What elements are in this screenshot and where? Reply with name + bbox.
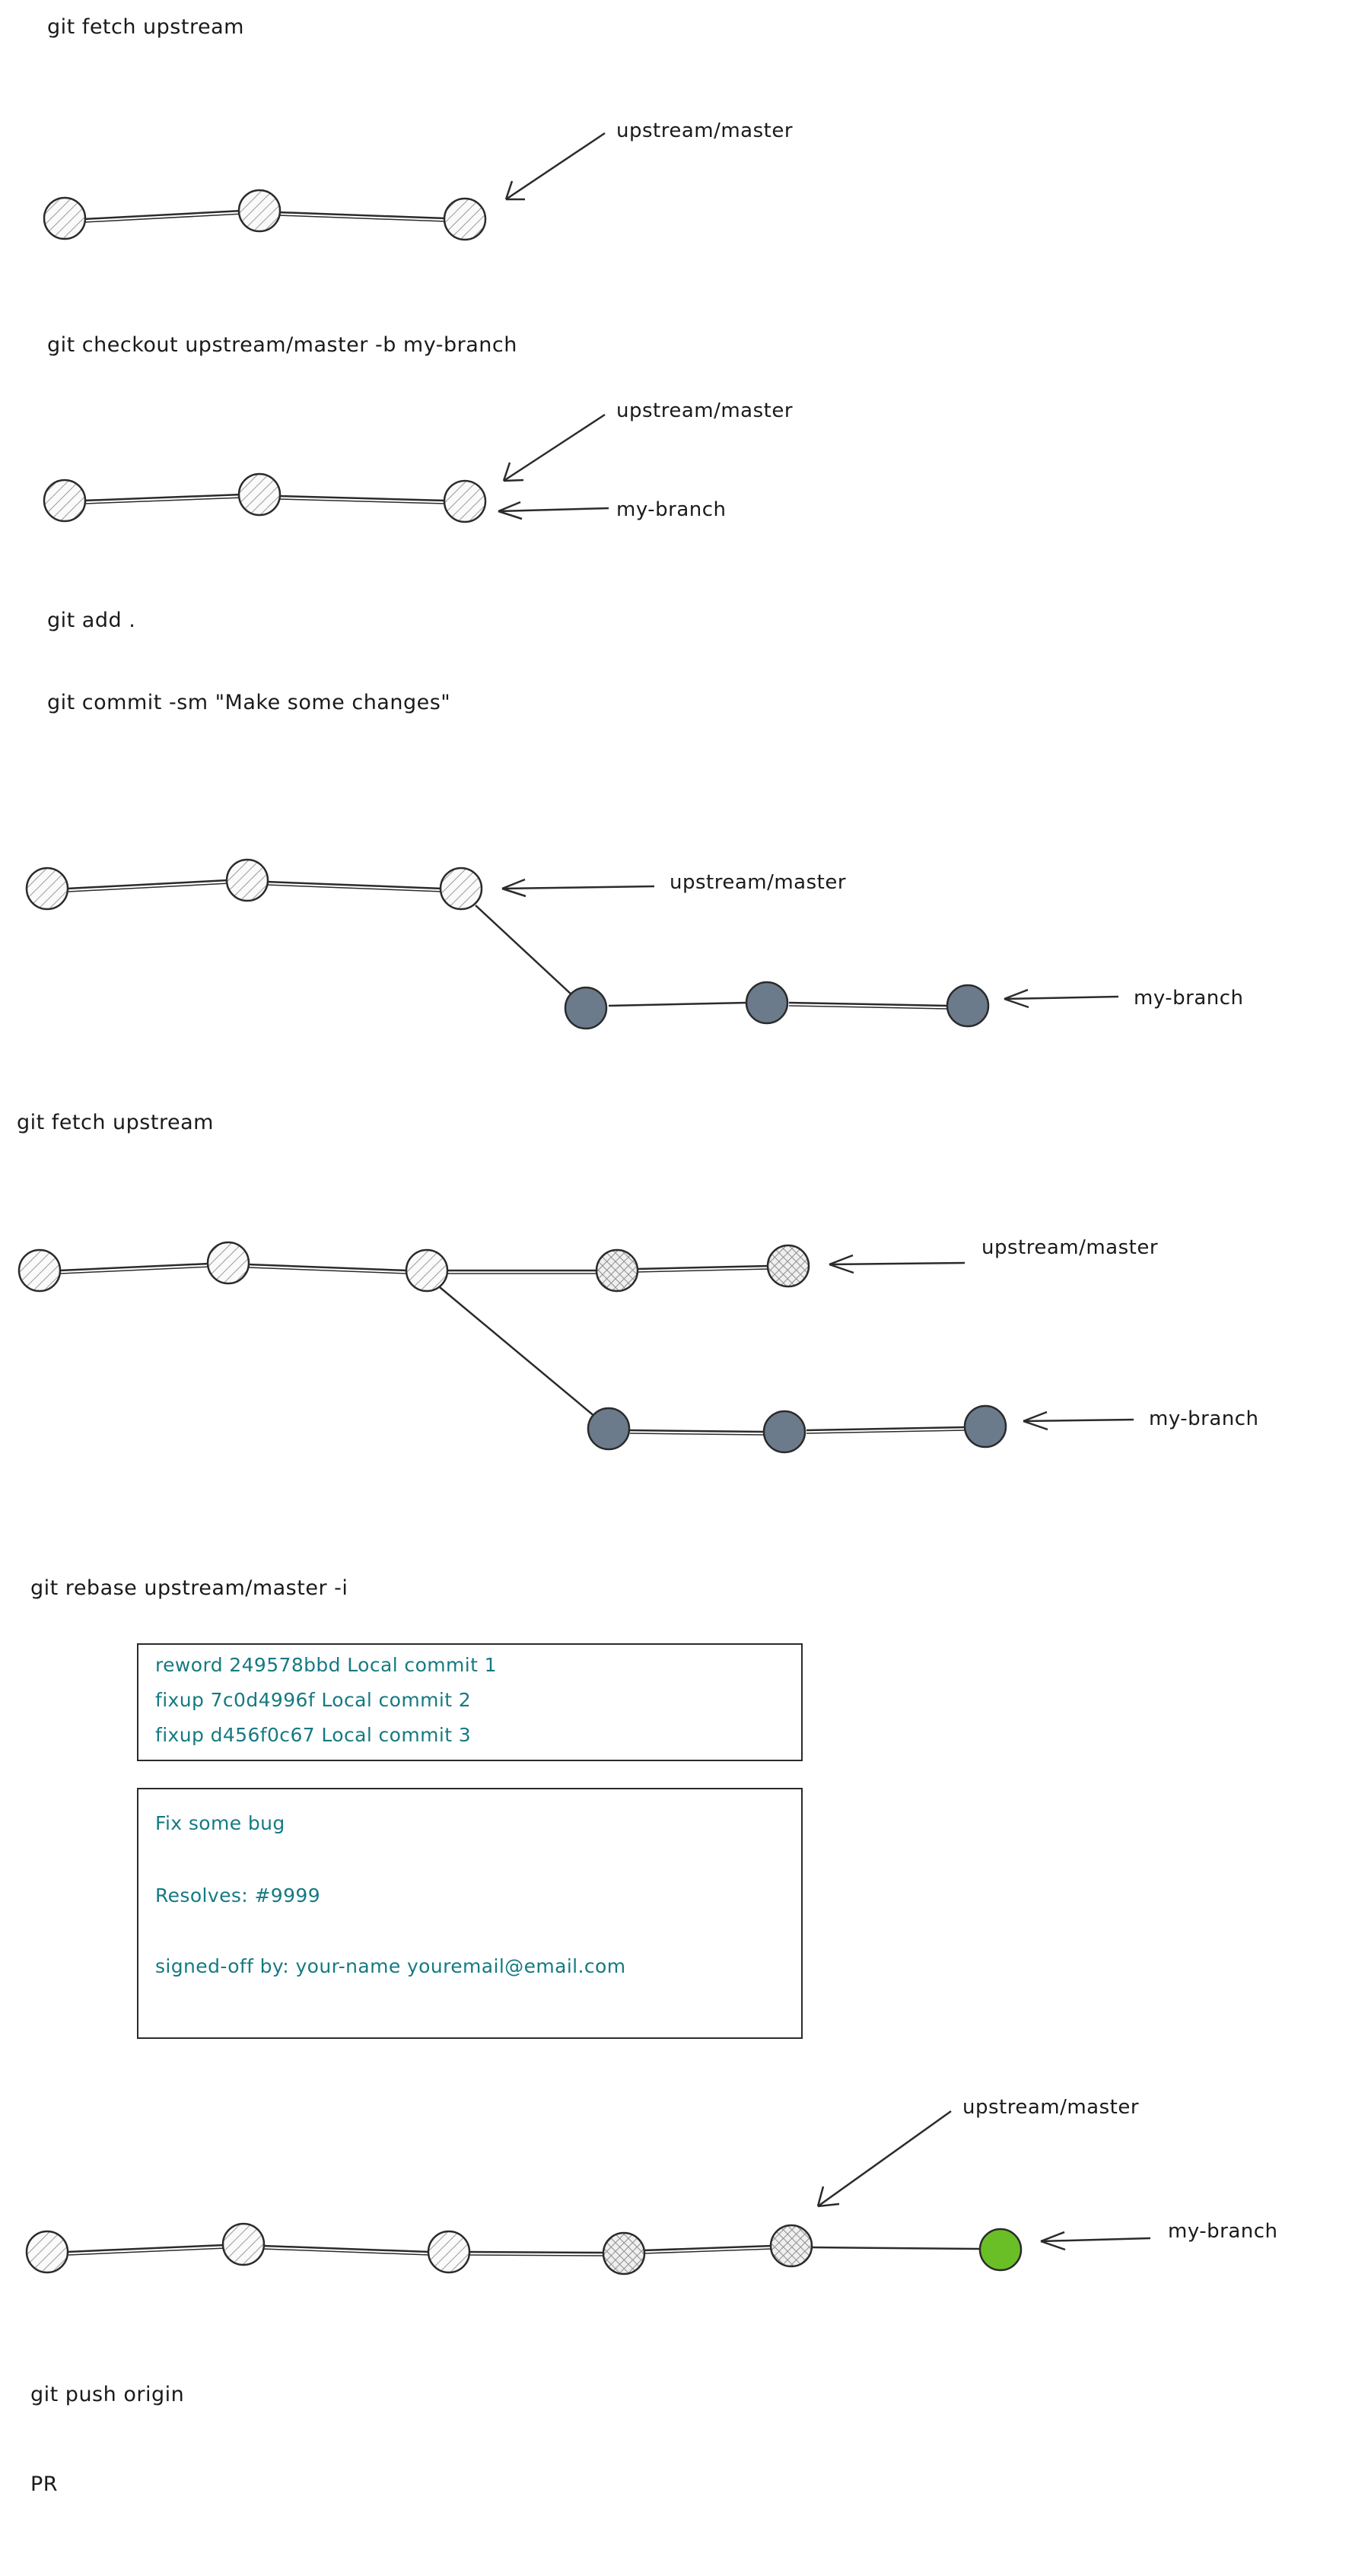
stage-5-graph bbox=[27, 2111, 1150, 2274]
stage-3-graph bbox=[27, 860, 1118, 1029]
commit-message-signoff: signed-off by: your-name youremail@email.com bbox=[155, 1955, 626, 1977]
rebase-todo-line-1: reword 249578bbd Local commit 1 bbox=[155, 1654, 497, 1676]
command-git-rebase-interactive: git rebase upstream/master -i bbox=[30, 1576, 348, 1600]
branch-label-my-branch-4: my-branch bbox=[1168, 2220, 1278, 2243]
branch-label-upstream-master-1: upstream/master bbox=[616, 119, 794, 142]
command-git-add: git add . bbox=[47, 609, 136, 632]
branch-label-my-branch-2: my-branch bbox=[1134, 987, 1244, 1010]
command-git-fetch-upstream-1: git fetch upstream bbox=[47, 15, 244, 39]
command-pull-request: PR bbox=[30, 2473, 59, 2496]
rebase-todo-editor bbox=[137, 1643, 803, 1761]
branch-label-upstream-master-3: upstream/master bbox=[670, 871, 847, 894]
command-git-push-origin: git push origin bbox=[30, 2383, 185, 2406]
branch-label-upstream-master-5: upstream/master bbox=[962, 2096, 1140, 2119]
branch-label-upstream-master-4: upstream/master bbox=[981, 1236, 1159, 1259]
branch-label-my-branch-1: my-branch bbox=[616, 498, 727, 521]
commit-message-editor bbox=[137, 1788, 803, 2039]
command-git-commit: git commit -sm "Make some changes" bbox=[47, 691, 451, 714]
rebase-todo-line-3: fixup d456f0c67 Local commit 3 bbox=[155, 1724, 472, 1746]
command-git-fetch-upstream-2: git fetch upstream bbox=[17, 1111, 214, 1134]
commit-message-resolves: Resolves: #9999 bbox=[155, 1884, 321, 1907]
stage-4-graph bbox=[19, 1242, 1134, 1452]
command-git-checkout-branch: git checkout upstream/master -b my-branch bbox=[47, 333, 517, 357]
branch-label-upstream-master-2: upstream/master bbox=[616, 399, 794, 422]
commit-message-subject: Fix some bug bbox=[155, 1812, 285, 1834]
stage-2-graph bbox=[44, 415, 609, 522]
branch-label-my-branch-3: my-branch bbox=[1149, 1407, 1259, 1430]
stage-1-graph bbox=[44, 133, 605, 240]
rebase-todo-line-2: fixup 7c0d4996f Local commit 2 bbox=[155, 1689, 472, 1711]
